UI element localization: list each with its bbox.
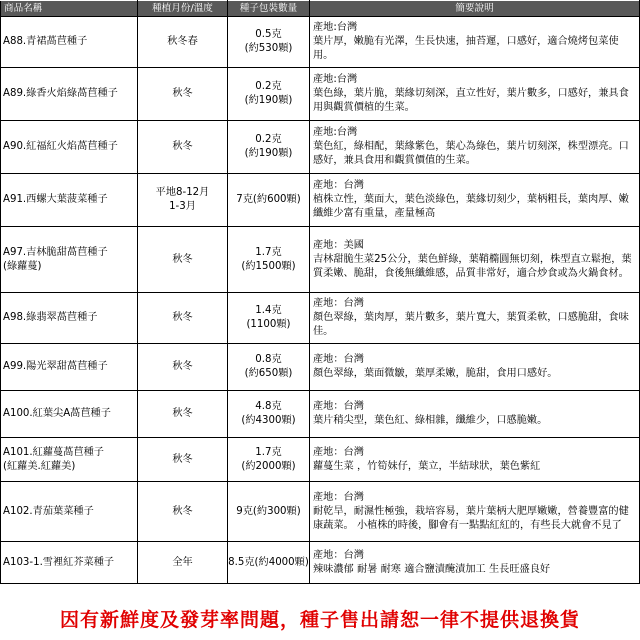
planting-season-cell: 秋冬: [138, 438, 228, 482]
planting-season-cell: 秋冬春: [138, 17, 228, 68]
table-row: [1, 391, 640, 438]
description-cell: 產地:台灣 葉色紅，綠相配，葉緣紫色，葉心為綠色，葉片切刻深，株型漂亮。口感好，兼具食用和觀賞價值的生菜。: [310, 121, 640, 174]
description-cell: 產地:台灣 葉色綠，葉片脆，葉緣切刻深，直立性好，葉片數多，口感好，兼具食用與觀賞價植的生菜。: [310, 68, 640, 121]
planting-season-cell: 秋冬: [138, 391, 228, 438]
description-cell: 產地：台灣 蘿蔓生菜 ，竹筍妹仔，葉立，半結球狀，葉色紫紅: [310, 438, 640, 482]
seed-quantity-cell: 4.8克 (約4300顆): [228, 391, 310, 438]
seed-quantity-cell: 7克(約600顆): [228, 174, 310, 227]
description-cell: 產地:台灣 葉片厚，嫩脆有光澤，生長快速，抽苔遲，口感好，適合燒烤包菜使用。: [310, 17, 640, 68]
table-row: [1, 68, 640, 121]
column-header-qty: 種子包裝數量: [228, 1, 310, 17]
seed-quantity-cell: 1.7克 (約1500顆): [228, 227, 310, 293]
description-cell: 產地：台灣 顏色翠綠，葉肉厚，葉片數多，葉片寬大，葉質柔軟，口感脆甜，食味佳。: [310, 293, 640, 344]
seed-quantity-cell: 0.2克 (約190顆): [228, 121, 310, 174]
table-row: [1, 542, 640, 584]
product-name-cell: A98.綠翡翠萵苣種子: [1, 293, 138, 344]
description-cell: 產地：台灣 耐乾旱，耐濕性極強，栽培容易，葉片葉柄大肥厚嫩嫩，營養豐富的健康蔬菜。 小植株的時後，腳會有一點點紅紅的，有些長大就會不見了: [310, 482, 640, 542]
column-header-desc: 簡要說明: [310, 1, 640, 17]
product-name-cell: A103-1.雪裡紅芥菜種子: [1, 542, 138, 584]
planting-season-cell: 秋冬: [138, 121, 228, 174]
description-cell: 產地：台灣 顏色翠綠，葉面微皺，葉厚柔嫩，脆甜，食用口感好。: [310, 344, 640, 391]
table-row: [1, 438, 640, 482]
planting-season-cell: 秋冬: [138, 293, 228, 344]
seed-quantity-cell: 8.5克(約4000顆): [228, 542, 310, 584]
table-row: [1, 174, 640, 227]
table-row: [1, 344, 640, 391]
product-name-cell: A101.紅蘿蔓萵苣種子 (紅蘿美.紅蘿美): [1, 438, 138, 482]
product-name-cell: A97.吉林脆甜萵苣種子 (綠蘿蔓): [1, 227, 138, 293]
seed-quantity-cell: 1.7克 (約2000顆): [228, 438, 310, 482]
product-name-cell: A89.綠香火焰綠萵苣種子: [1, 68, 138, 121]
seed-quantity-cell: 0.2克 (約190顆): [228, 68, 310, 121]
seed-quantity-cell: 0.5克 (約530顆): [228, 17, 310, 68]
description-cell: 產地：台灣 辣味濃郁 耐暑 耐寒 適合鹽漬醃漬加工 生長旺盛良好: [310, 542, 640, 584]
planting-season-cell: 秋冬: [138, 344, 228, 391]
column-header-season: 種植月份/溫度: [138, 1, 228, 17]
table-header-row: [1, 1, 640, 17]
product-name-cell: A99.陽光翠甜萵苣種子: [1, 344, 138, 391]
planting-season-cell: 平地8-12月 1-3月: [138, 174, 228, 227]
no-return-notice: 因有新鮮度及發芽率問題，種子售出請恕一律不提供退換貨: [59, 609, 580, 631]
table-row: [1, 293, 640, 344]
planting-season-cell: 秋冬: [138, 68, 228, 121]
table-row: [1, 227, 640, 293]
planting-season-cell: 秋冬: [138, 482, 228, 542]
table-row: [1, 17, 640, 68]
product-name-cell: A102.青茄葉菜種子: [1, 482, 138, 542]
seed-quantity-cell: 0.8克 (約650顆): [228, 344, 310, 391]
product-name-cell: A88.青裙萵苣種子: [1, 17, 138, 68]
planting-season-cell: 秋冬: [138, 227, 228, 293]
seed-quantity-cell: 9克(約300顆): [228, 482, 310, 542]
column-header-name: 商品名稱: [1, 1, 138, 17]
description-cell: 產地：台灣 葉片稍尖型，葉色紅、綠相雜，纖維少，口感脆嫩。: [310, 391, 640, 438]
product-name-cell: A90.紅福紅火焰萵苣種子: [1, 121, 138, 174]
description-cell: 產地：台灣 植株立性，葉面大，葉色淡綠色，葉緣切刻少，葉柄粗長，葉肉厚、嫩纖維少富有重量，產量極高: [310, 174, 640, 227]
table-row: [1, 482, 640, 542]
description-cell: 產地：美國 吉林甜脆生菜25公分，葉色鮮綠，葉鞘橢圓無切刻，株型直立鬆抱，葉質柔嫩、脆甜，食後無纖維感，品質非常好，適合炒食或為火鍋食材。: [310, 227, 640, 293]
product-name-cell: A91.西螺大葉菠菜種子: [1, 174, 138, 227]
planting-season-cell: 全年: [138, 542, 228, 584]
product-name-cell: A100.紅葉尖A萵苣種子: [1, 391, 138, 438]
seed-quantity-cell: 1.4克 (1100顆): [228, 293, 310, 344]
table-row: [1, 121, 640, 174]
